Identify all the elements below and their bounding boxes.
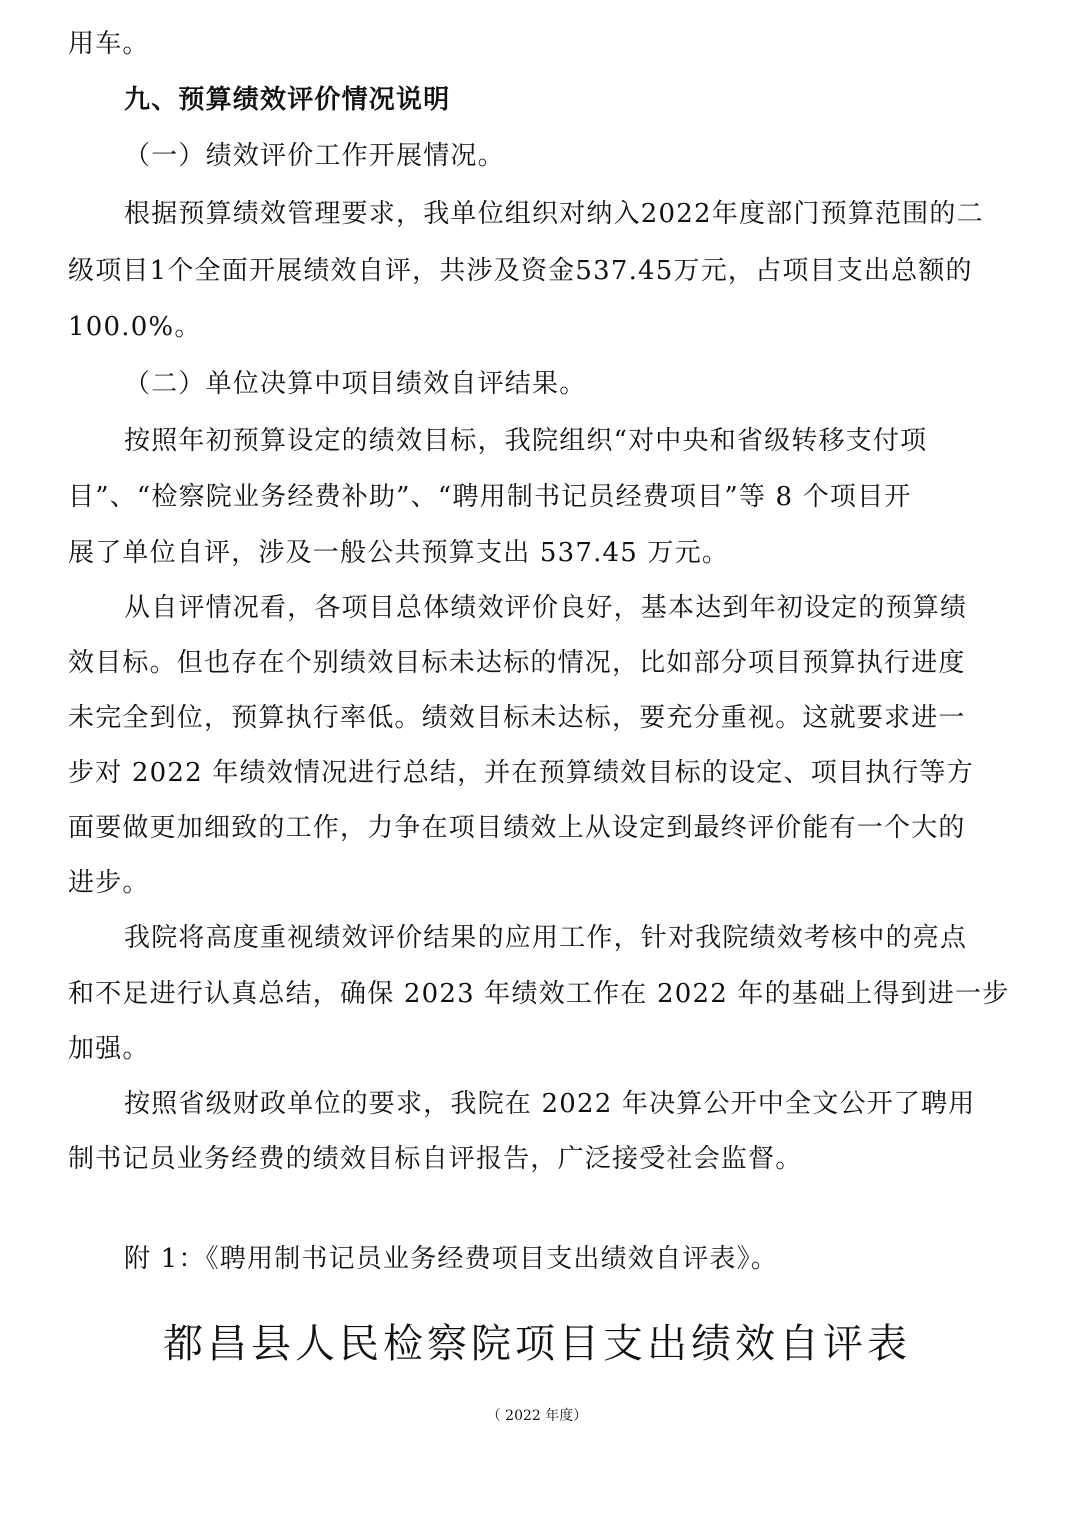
paragraph-3-line-5: 面要做更加细致的工作，力争在项目绩效上从设定到最终评价能有一个大的 <box>68 813 966 843</box>
paragraph-1-line-1: 根据预算绩效管理要求，我单位组织对纳入2022年度部门预算范围的二 <box>124 199 984 229</box>
paragraph-3-line-2: 效目标。但也存在个别绩效目标未达标的情况，比如部分项目预算执行进度 <box>68 648 966 678</box>
paragraph-2-line-2: 目”、“检察院业务经费补助”、“聘用制书记员经费项目”等 8 个项目开 <box>68 482 912 512</box>
paragraph-3-line-6: 进步。 <box>68 868 150 898</box>
paragraph-3-line-1: 从自评情况看，各项目总体绩效评价良好，基本达到年初设定的预算绩 <box>124 593 968 623</box>
table-title: 都昌县人民检察院项目支出绩效自评表 <box>163 1321 911 1367</box>
paragraph-1-line-3: 100.0%。 <box>68 312 202 342</box>
top-fragment: 用车。 <box>68 29 150 59</box>
table-year: （ 2022 年度） <box>486 1408 588 1424</box>
paragraph-4-line-2: 和不足进行认真总结，确保 2023 年绩效工作在 2022 年的基础上得到进一步 <box>68 979 1010 1009</box>
attachment-note: 附 1：《聘用制书记员业务经费项目支出绩效自评表》。 <box>124 1244 779 1274</box>
paragraph-3-line-3: 未完全到位，预算执行率低。绩效目标未达标，要充分重视。这就要求进一 <box>68 703 966 733</box>
paragraph-5-line-1: 按照省级财政单位的要求，我院在 2022 年决算公开中全文公开了聘用 <box>124 1089 976 1119</box>
paragraph-1-line-2: 级项目1个全面开展绩效自评，共涉及资金537.45万元，占项目支出总额的 <box>68 256 973 286</box>
section-heading-9: 九、预算绩效评价情况说明 <box>124 85 451 115</box>
subsection-heading-2: （二）单位决算中项目绩效自评结果。 <box>124 369 587 399</box>
paragraph-5-line-2: 制书记员业务经费的绩效目标自评报告，广泛接受社会监督。 <box>68 1144 803 1174</box>
paragraph-2-line-3: 展了单位自评，涉及一般公共预算支出 537.45 万元。 <box>68 538 730 568</box>
subsection-heading-1: （一）绩效评价工作开展情况。 <box>124 141 505 171</box>
paragraph-2-line-1: 按照年初预算设定的绩效目标，我院组织“对中央和省级转移支付项 <box>124 426 928 456</box>
paragraph-4-line-1: 我院将高度重视绩效评价结果的应用工作，针对我院绩效考核中的亮点 <box>124 923 968 953</box>
paragraph-4-line-3: 加强。 <box>68 1034 150 1064</box>
paragraph-3-line-4: 步对 2022 年绩效情况进行总结，并在预算绩效目标的设定、项目执行等方 <box>68 758 974 788</box>
